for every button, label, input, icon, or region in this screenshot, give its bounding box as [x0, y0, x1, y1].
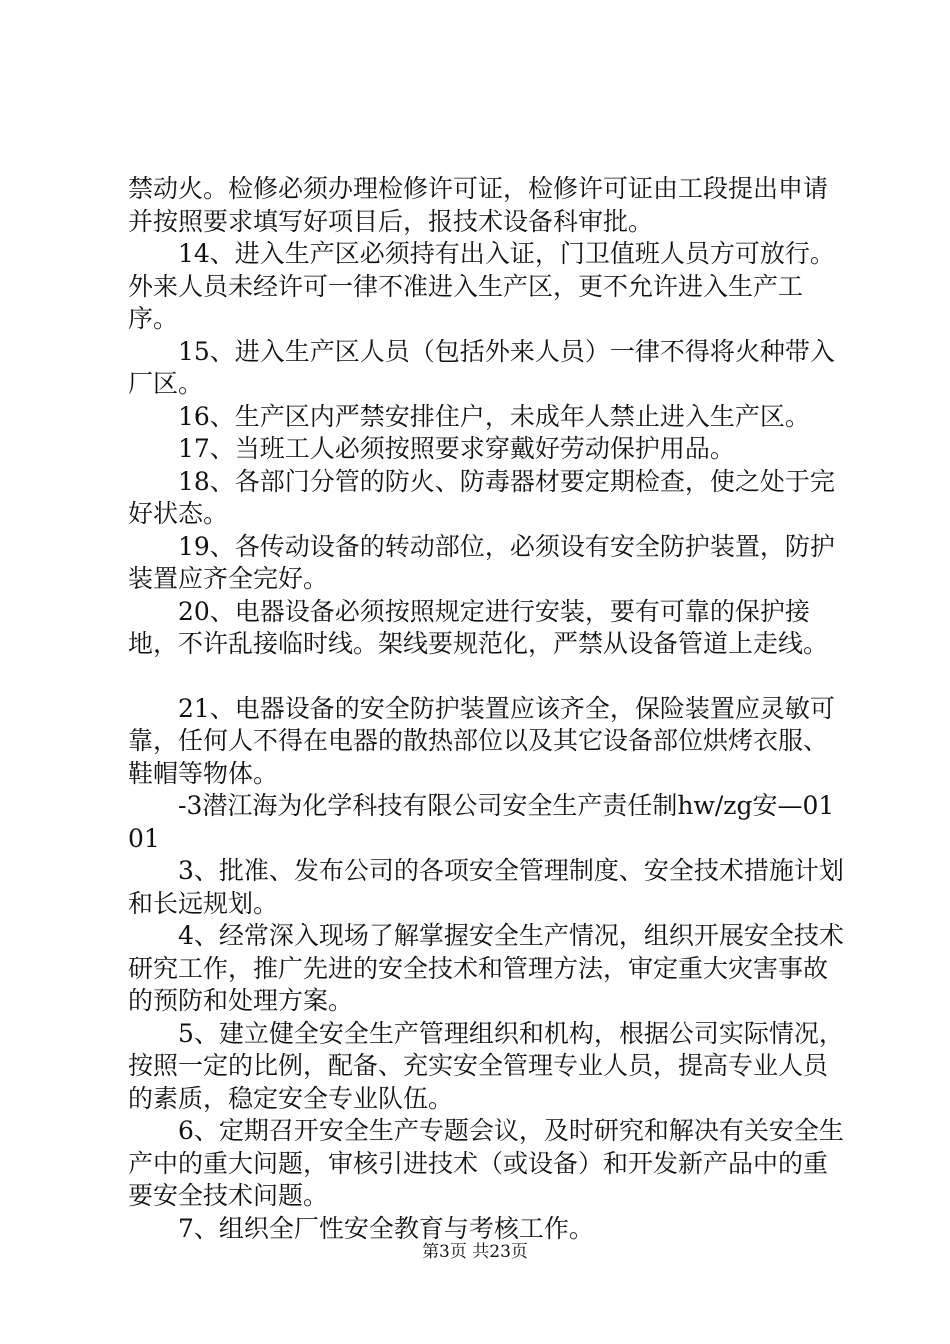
paragraph: 6、定期召开安全生产专题会议，及时研究和解决有关安全生产中的重大问题，审核引进技术（或设备）和开发新产品中的重要安全技术问题。: [128, 1116, 844, 1210]
page-number-footer: 第3页 共23页: [422, 1242, 528, 1262]
paragraph: 21、电器设备的安全防护装置应该齐全，保险装置应灵敏可靠，任何人不得在电器的散热部位以及其它设备部位烘烤衣服、鞋帽等物体。: [128, 693, 835, 788]
paragraph: 5、建立健全安全生产管理组织和机构，根据公司实际情况，按照一定的比例，配备、充实安全管理专业人员，提高专业人员的素质，稳定安全专业队伍。: [128, 1018, 844, 1113]
paragraph: 7、组织全厂性安全教育与考核工作。: [178, 1213, 594, 1243]
paragraph: 15、进入生产区人员（包括外来人员）一律不得将火种带入厂区。: [128, 336, 835, 398]
paragraph: 禁动火。检修必须办理检修许可证，检修许可证由工段提出申请并按照要求填写好项目后，报技术设备科审批。: [128, 174, 829, 236]
paragraph: 16、生产区内严禁安排住户，未成年人禁止进入生产区。: [178, 401, 810, 431]
paragraph: 20、电器设备必须按照规定进行安装，要有可靠的保护接地，不许乱接临时线。架线要规范化，严禁从设备管道上走线。: [128, 596, 829, 658]
document-body: [128, 173, 850, 1245]
paragraph: 4、经常深入现场了解掌握安全生产情况，组织开展安全技术研究工作，推广先进的安全技术和管理方法，审定重大灾害事故的预防和处理方案。: [128, 921, 844, 1015]
paragraph: 3、批准、发布公司的各项安全管理制度、安全技术措施计划和长远规划。: [128, 856, 844, 918]
paragraph: 19、各传动设备的转动部位，必须设有安全防护装置，防护装置应齐全完好。: [128, 531, 835, 593]
paragraph: 14、进入生产区必须持有出入证，门卫值班人员方可放行。外来人员未经许可一律不准进入生产区，更不允许进入生产工序。: [128, 239, 835, 333]
paragraph: 17、当班工人必须按照要求穿戴好劳动保护用品。: [178, 434, 735, 463]
document-header-line: -3潜江海为化学科技有限公司安全生产责任制hw/zg安—0101: [128, 791, 835, 853]
paragraph: 18、各部门分管的防火、防毒器材要定期检查，使之处于完好状态。: [128, 466, 835, 528]
